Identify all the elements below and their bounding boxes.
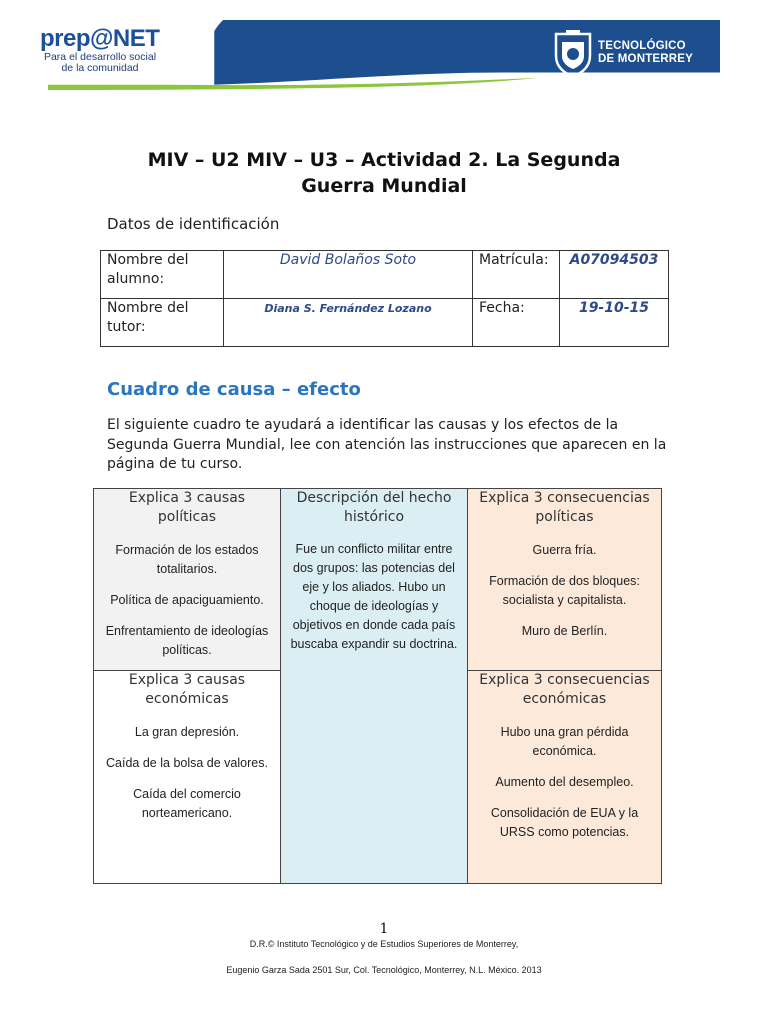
list-item: Guerra fría. [532,543,597,557]
list-item: Caída del comercio norteamericano. [133,787,241,820]
tec-wordmark [598,40,693,66]
list-item: La gran depresión. [134,725,240,739]
footer-copyright: D.R.© Instituto Tecnológico y de Estudios Superiores de Monterrey, [249,939,519,949]
document-title [100,147,668,199]
section-title: Cuadro de causa – efecto [107,379,361,400]
list-item: Política de apaciguamiento. [110,593,264,607]
page-number: 1 [379,921,389,937]
list-item: Formación de los estados totalitarios. [115,543,259,576]
political-consequences-cell [467,488,662,671]
political-consequences-heading: Explica 3 consecuencias políticas [479,490,650,525]
identification-table [100,250,669,347]
tutor-value: Diana S. Fernández Lozano [224,299,473,347]
economic-causes-cell [93,670,281,884]
list-item: Muro de Berlín. [521,624,608,638]
tec-monterrey-logo [552,28,742,78]
title-line-1: MIV – U2 MIV – U3 – Actividad 2. La Segunda [147,149,621,171]
list-item: Caída de la bolsa de valores. [106,756,268,770]
political-causes-heading: Explica 3 causas políticas [128,490,246,525]
list-item: Aumento del desempleo. [495,775,634,789]
footer-address: Eugenio Garza Sada 2501 Sur, Col. Tecnológico, Monterrey, N.L. México. 2013 [226,965,542,975]
date-label: Fecha: [473,299,560,347]
title-line-2: Guerra Mundial [301,175,467,197]
tec-line-1: TECNOLÓGICO [598,40,686,52]
description-text: Fue un conflicto militar entre dos grupos: las potencias del eje y los aliados. Hubo un choque de ideologías y objetivos en donde cada país buscaba expandir su doctrina. [290,542,458,651]
economic-causes-heading: Explica 3 causas económicas [128,672,246,707]
student-label: Nombre del alumno: [101,251,224,299]
table-row [101,251,669,299]
id-label: Matrícula: [473,251,560,299]
list-item: Enfrentamiento de ideologías políticas. [105,624,269,657]
economic-consequences-heading: Explica 3 consecuencias económicas [479,672,650,707]
prepanet-tagline-1: Para el desarrollo social [43,51,157,63]
tutor-label: Nombre del tutor: [101,299,224,347]
page-header [0,0,768,100]
intro-paragraph: El siguiente cuadro te ayudará a identificar las causas y los efectos de la Segunda Guerra Mundial, lee con atención las instrucciones que aparecen en la página de tu curso. [107,417,667,472]
prepanet-logo [40,26,180,96]
id-value: A07094503 [560,251,669,299]
cause-effect-grid [93,488,661,884]
economic-consequences-cell [467,670,662,884]
date-value: 19-10-15 [560,299,669,347]
table-row [101,299,669,347]
list-item: Hubo una gran pérdida económica. [500,725,629,758]
prepanet-brand: prep@NET [40,25,160,52]
prepanet-tagline-2: de la comunidad [61,62,139,74]
tec-line-2: DE MONTERREY [598,53,694,65]
list-item: Formación de dos bloques: socialista y capitalista. [489,574,640,607]
description-cell [280,488,468,884]
political-causes-cell [93,488,281,671]
list-item: Consolidación de EUA y la URSS como potencias. [490,806,639,839]
student-value: David Bolaños Soto [224,251,473,299]
tec-seal-icon [552,28,594,78]
id-heading: Datos de identificación [107,215,280,233]
description-heading: Descripción del hecho histórico [296,490,452,525]
